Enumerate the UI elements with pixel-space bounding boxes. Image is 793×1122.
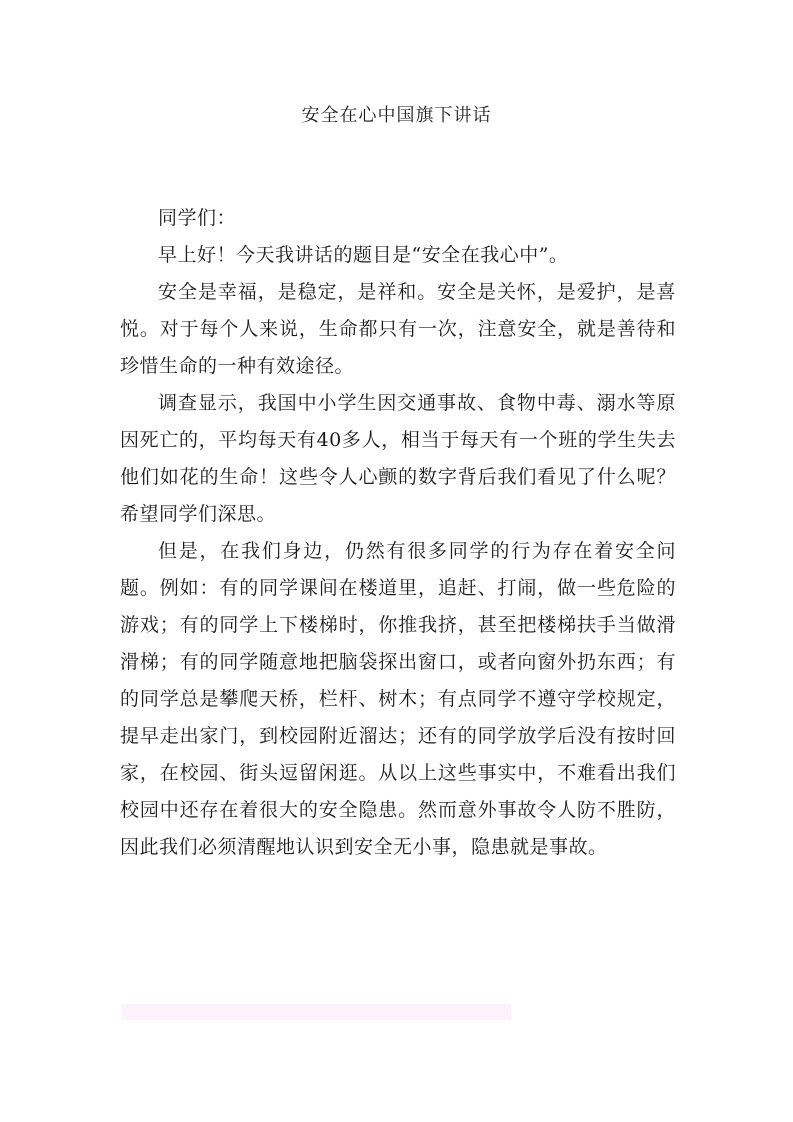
paragraph-problems: 但是，在我们身边，仍然有很多同学的行为存在着安全问题。例如：有的同学课间在楼道里，追赶、打闹，做一些危险的游戏；有的同学上下楼梯时，你推我挤，甚至把楼梯扶手当做滑滑梯；有的同学随意地把脑袋探出窗口，或者向窗外扔东西；有的同学总是攀爬天桥，栏杆、树木；有点同学不遵守学校规定，提早走出家门，到校园附近溜达；还有的同学放学后没有按时回家，在校园、街头逗留闲逛。从以上这些事实中，不难看出我们校园中还存在着很大的安全隐患。然而意外事故令人防不胜防，因此我们必须清醒地认识到安全无小事，隐患就是事故。 [120,540,676,858]
paragraph-statistics: 调查显示，我国中小学生因交通事故、食物中毒、溺水等原因死亡的，平均每天有40多人，相当于每天有一个班的学生失去他们如花的生命！这些令人心颤的数字背后我们看见了什么呢？希望同学们深思。 [120,392,676,525]
paragraph-opening: 早上好！今天我讲话的题目是“安全在我心中”。 [158,244,569,266]
document-body [120,200,676,866]
paragraph-greeting: 同学们： [158,207,237,229]
paragraph-safety-meaning: 安全是幸福，是稳定，是祥和。安全是关怀，是爱护，是喜悦。对于每个人来说，生命都只有一次，注意安全，就是善待和珍惜生命的一种有效途径。 [120,281,676,377]
document-title: 安全在心中国旗下讲话 [301,105,492,126]
faint-watermark-band [122,1004,511,1020]
